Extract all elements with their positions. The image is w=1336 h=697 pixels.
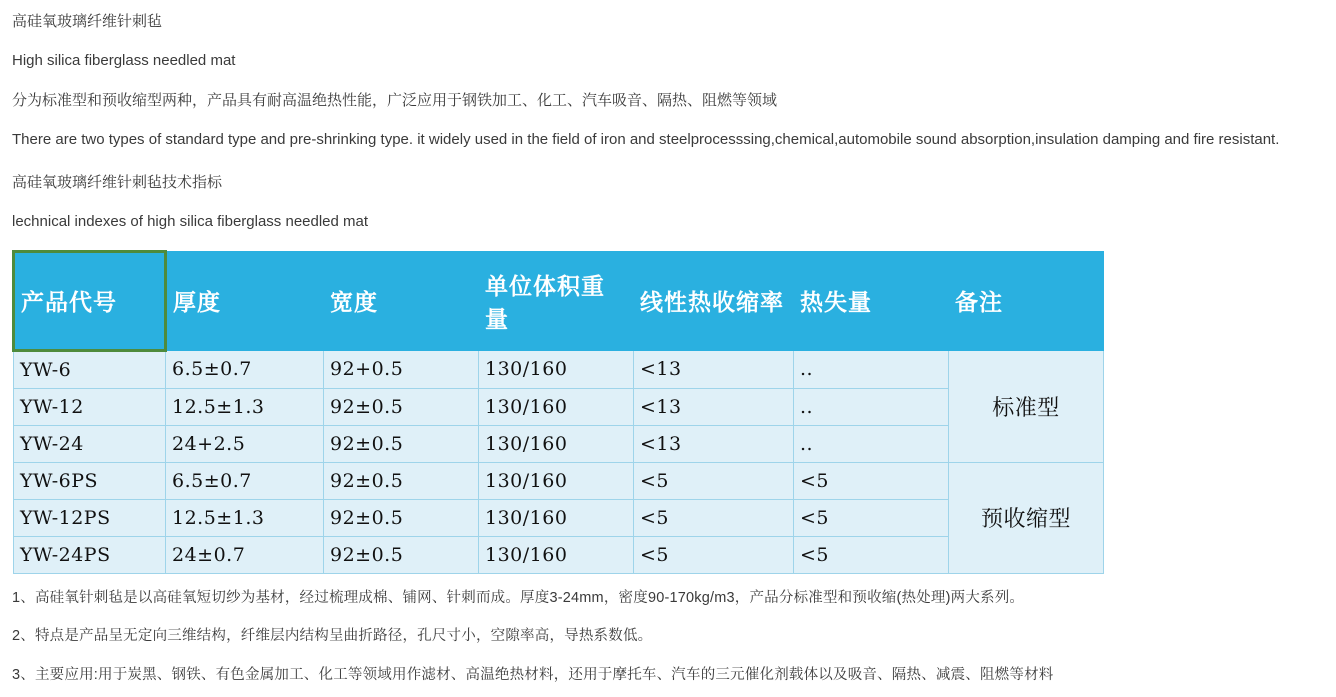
table-row (14, 425, 1104, 462)
cell-width: 92±0.5 (324, 388, 479, 425)
cell-width: 92±0.5 (324, 425, 479, 462)
cell-unit-weight: 130/160 (479, 388, 634, 425)
cell-width: 92±0.5 (324, 499, 479, 536)
column-header-thickness: 厚度 (166, 251, 324, 350)
cell-linear-shrinkage: <13 (634, 425, 794, 462)
column-header-width: 宽度 (324, 251, 479, 350)
cell-unit-weight: 130/160 (479, 350, 634, 388)
column-header-linear-shrinkage: 线性热收缩率 (634, 251, 794, 350)
cell-product-code: YW-12 (14, 388, 166, 425)
table-row (14, 388, 1104, 425)
cell-linear-shrinkage: <13 (634, 350, 794, 388)
note-line-3: 3、主要应用:用于炭黑、钢铁、有色金属加工、化工等领域用作滤材、高温绝热材料，还用于摩托车、汽车的三元催化剂载体以及吸音、隔热、减震、阻燃等材料 (12, 667, 1054, 683)
cell-heat-loss: <5 (794, 462, 949, 499)
cell-width: 92±0.5 (324, 536, 479, 573)
table-heading-cn: 高硅氧玻璃纤维针刺毡技术指标 (12, 174, 223, 191)
note-line-2: 2、特点是产品呈无定向三维结构，纤维层内结构呈曲折路径，孔尺寸小，空隙率高，导热系数低。 (12, 628, 653, 645)
cell-unit-weight: 130/160 (479, 462, 634, 499)
cell-product-code: YW-24PS (14, 536, 166, 573)
cell-product-code: YW-6 (14, 350, 166, 388)
cell-width: 92+0.5 (324, 350, 479, 388)
cell-linear-shrinkage: <5 (634, 536, 794, 573)
cell-heat-loss: .. (794, 388, 949, 425)
cell-remark-standard: 标准型 (949, 350, 1104, 462)
cell-heat-loss: .. (794, 350, 949, 388)
note-line-1: 1、高硅氧针刺毡是以高硅氧短切纱为基材，经过梳理成棉、铺网、针刺而成。厚度3-24mm，密度90-170kg/m3，产品分标准型和预收缩(热处理)两大系列。 (12, 589, 1025, 606)
table-header-row (14, 251, 1104, 350)
cell-product-code: YW-6PS (14, 462, 166, 499)
cell-thickness: 6.5±0.7 (166, 462, 324, 499)
cell-unit-weight: 130/160 (479, 536, 634, 573)
column-header-heat-loss: 热失量 (794, 251, 949, 350)
cell-heat-loss: <5 (794, 536, 949, 573)
cell-heat-loss: .. (794, 425, 949, 462)
cell-linear-shrinkage: <5 (634, 462, 794, 499)
cell-product-code: YW-12PS (14, 499, 166, 536)
cell-unit-weight: 130/160 (479, 425, 634, 462)
product-description-cn: 分为标准型和预收缩型两种，产品具有耐高温绝热性能，广泛应用于钢铁加工、化工、汽车吸音、隔热、阻燃等领域 (12, 91, 778, 109)
product-description-en: There are two types of standard type and pre-shrinking type. it widely used in the field of iron and steelprocesssing,chemical,automobile sound absorption,insulation damping and fire resistant. (12, 130, 1280, 148)
cell-thickness: 12.5±1.3 (166, 388, 324, 425)
table-row (14, 536, 1104, 573)
notes-section (12, 588, 1324, 687)
cell-thickness: 6.5±0.7 (166, 350, 324, 388)
cell-thickness: 24+2.5 (166, 425, 324, 462)
cell-product-code: YW-24 (14, 425, 166, 462)
technical-index-table (12, 250, 1104, 574)
product-title-en: High silica fiberglass needled mat (12, 52, 236, 70)
table-heading-en: lechnical indexes of high silica fiberglass needled mat (12, 213, 369, 231)
column-header-product-code: 产品代号 (14, 251, 166, 350)
cell-thickness: 12.5±1.3 (166, 499, 324, 536)
product-title-cn: 高硅氧玻璃纤维针刺毡 (12, 13, 163, 30)
column-header-unit-weight: 单位体积重量 (479, 251, 634, 350)
cell-remark-preshrink: 预收缩型 (949, 462, 1104, 573)
table-row (14, 499, 1104, 536)
cell-width: 92±0.5 (324, 462, 479, 499)
cell-unit-weight: 130/160 (479, 499, 634, 536)
table-row (14, 350, 1104, 388)
cell-thickness: 24±0.7 (166, 536, 324, 573)
cell-heat-loss: <5 (794, 499, 949, 536)
table-row (14, 462, 1104, 499)
cell-linear-shrinkage: <5 (634, 499, 794, 536)
column-header-remark: 备注 (949, 251, 1104, 350)
cell-linear-shrinkage: <13 (634, 388, 794, 425)
